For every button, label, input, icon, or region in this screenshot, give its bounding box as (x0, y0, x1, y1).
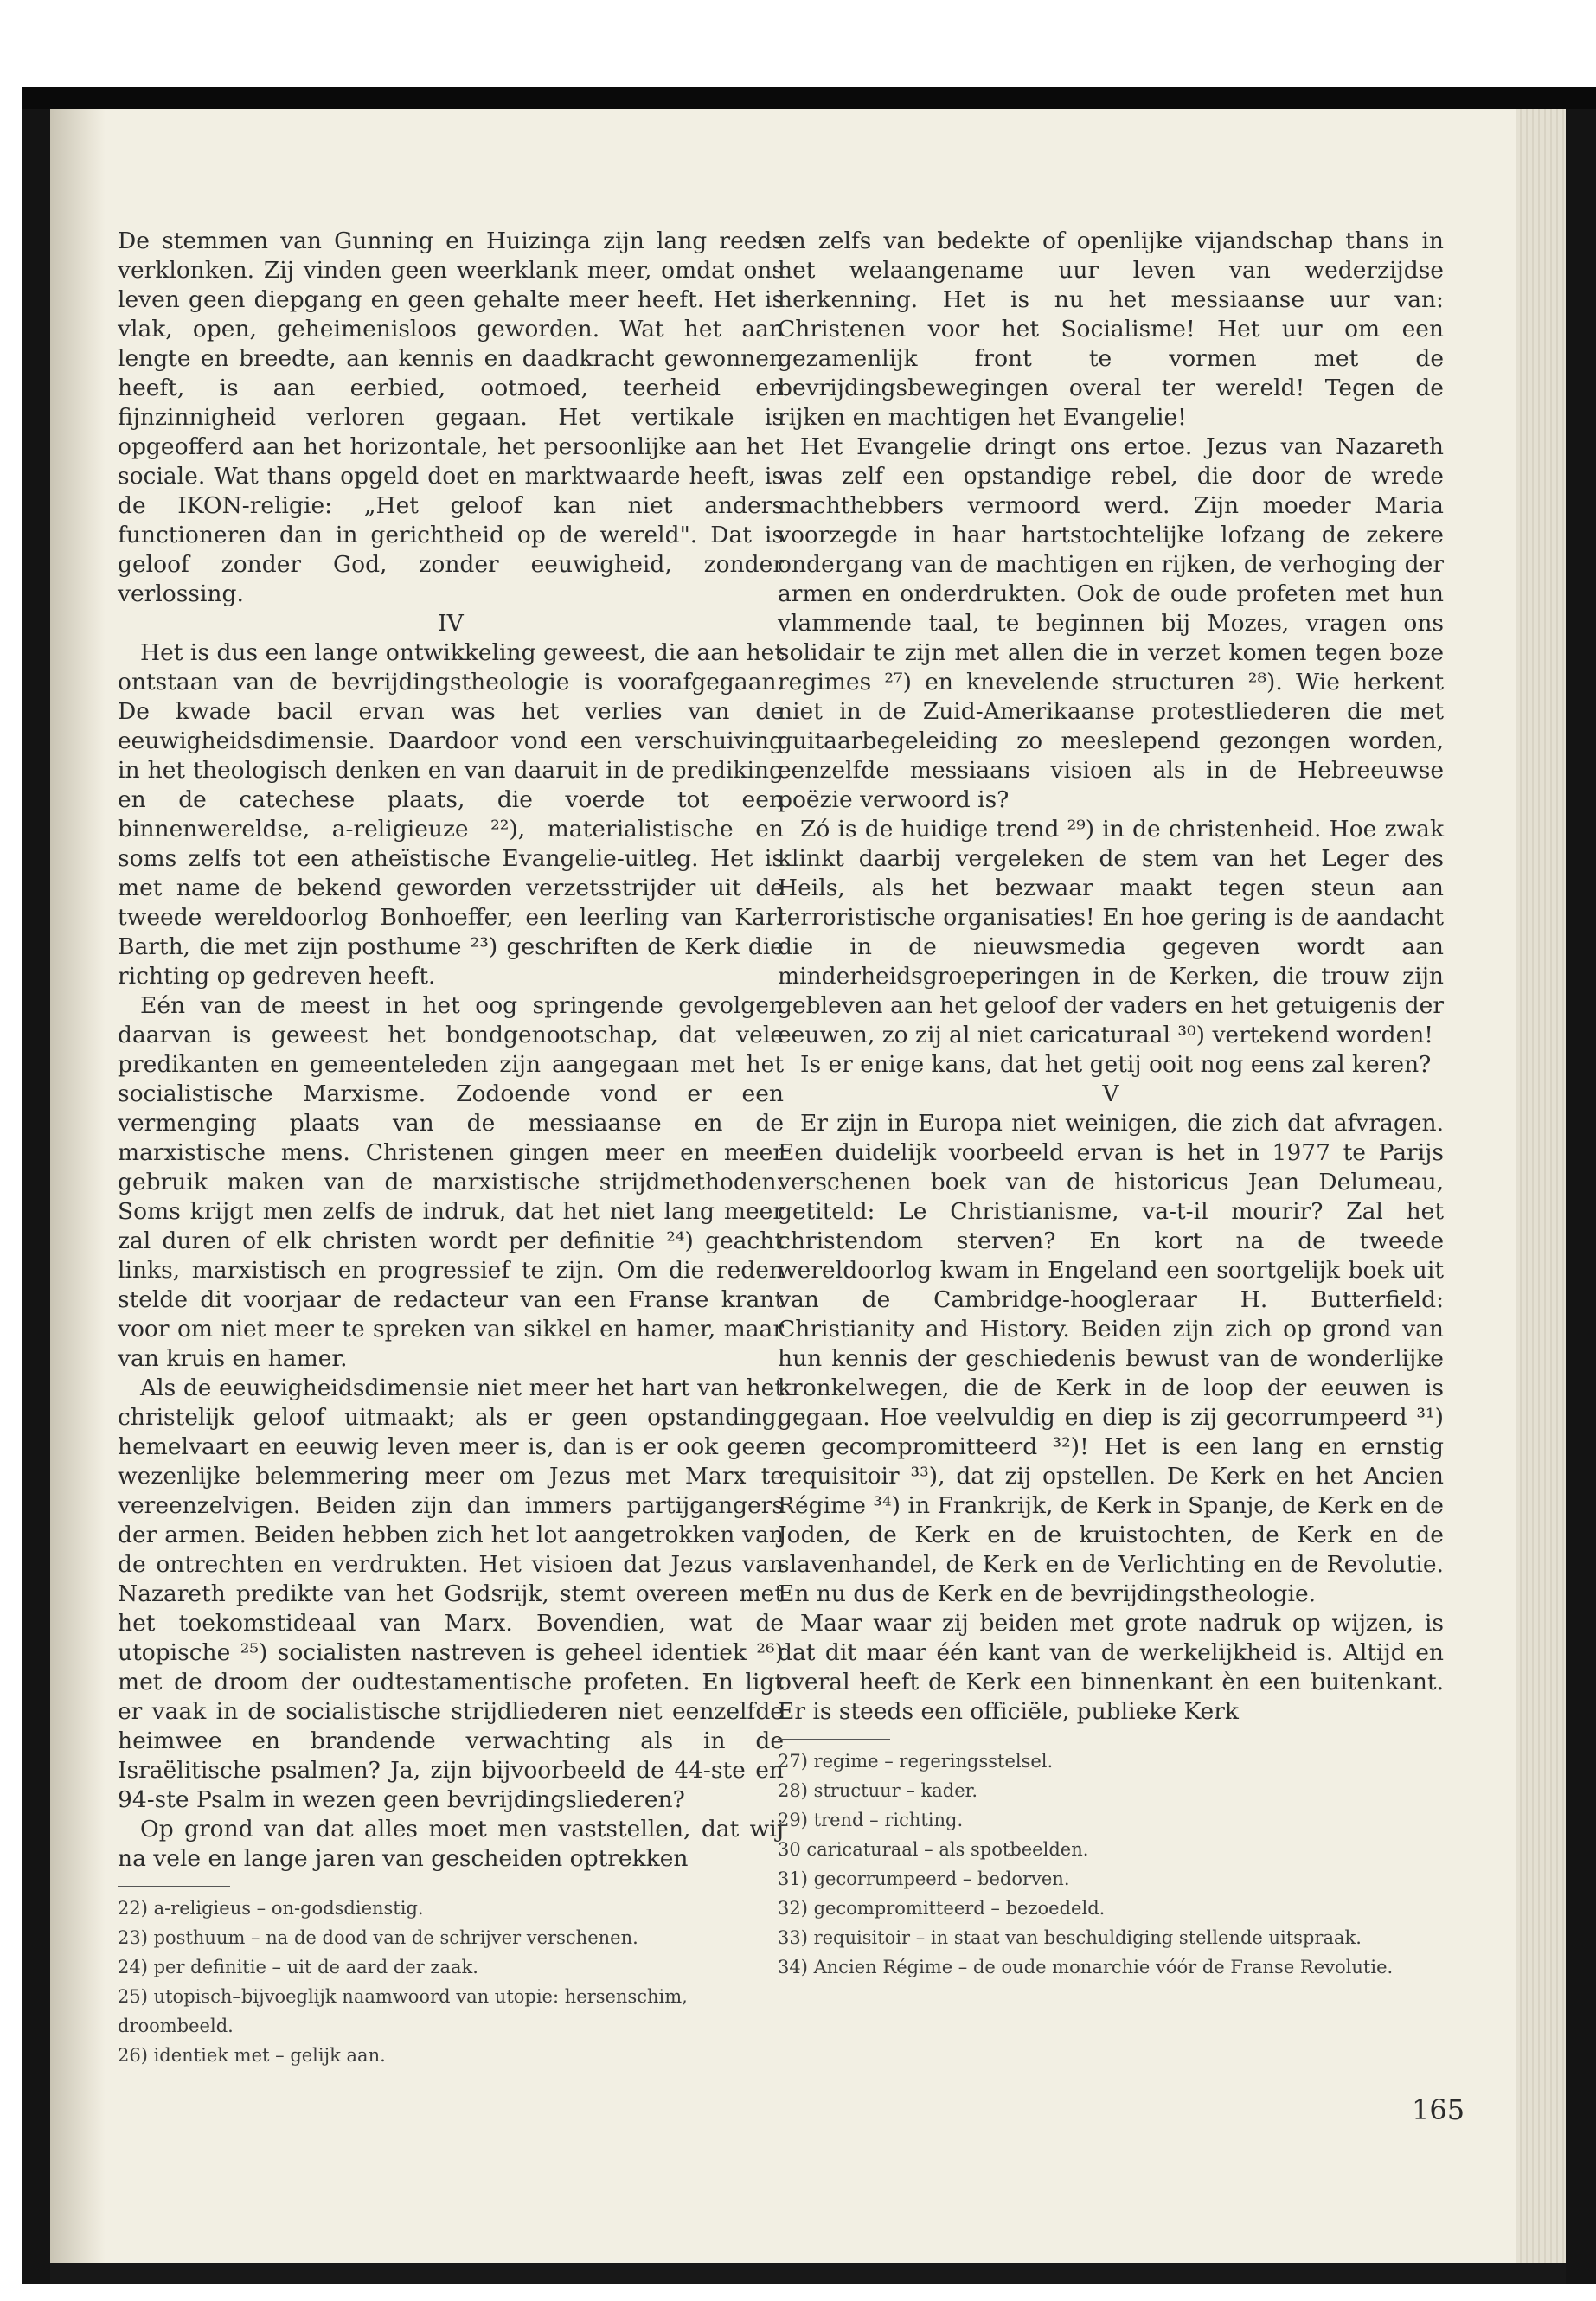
body-paragraph: Het is dus een lange ontwikkeling geweest, die aan het ontstaan van de bevrijdingstheologie is voorafgegaan. De kwade bacil ervan was het verlies van de eeuwigheidsdimensie. Daardoor vond een verschuiving in het theologisch denken en van daaruit in de prediking en de catechese plaats, die voerde tot een binnenwereldse, a-religieuze ²²), materialistische en soms zelfs tot een atheïstische Evangelie-uitleg. Het is met name de bekend geworden verzetsstrijder uit de tweede wereldoorlog Bonhoeffer, een leerling van Karl Barth, die met zijn posthume ²³) geschriften de Kerk die richting op gedreven heeft. (118, 639, 784, 990)
body-paragraph: Op grond van dat alles moet men vaststellen, dat wij na vele en lange jaren van gescheiden optrekken (118, 1816, 784, 1872)
page-gutter-shadow (50, 109, 106, 2263)
footnote-divider (778, 1739, 890, 1740)
body-paragraph: Er zijn in Europa niet weinigen, die zich dat afvragen. Een duidelijk voorbeeld ervan is het in 1977 te Parijs verschenen boek van de historicus Jean Delumeau, getiteld: Le Christianisme, va-t-il mourir? Zal het christendom sterven? En kort na de tweede wereldoorlog kwam in Engeland een soortgelijk boek uit van de Cambridge-hoogleraar H. Butterfield: Christianity and History. Beiden zijn zich op grond van hun kennis der geschiedenis bewust van de wonderlijke kronkelwegen, die de Kerk in de loop der eeuwen is gegaan. Hoe veelvuldig en diep is zij gecorrumpeerd ³¹) en gecompromitteerd ³²)! Het is een lang en ernstig requisitoir ³³), dat zij opstellen. De Kerk en het Ancien Régime ³⁴) in Frankrijk, de Kerk in Spanje, de Kerk en de Joden, de Kerk en de kruistochten, de Kerk en de slavenhandel, de Kerk en de Verlichting en de Revolutie. En nu dus de Kerk en de bevrijdingstheologie. (778, 1110, 1444, 1607)
footnote: 24) per definitie – uit de aard der zaak. (118, 1957, 478, 1977)
footnote: 34) Ancien Régime – de oude monarchie vóór de Franse Revolutie. (778, 1957, 1394, 1977)
footnote: 23) posthuum – na de dood van de schrijver verschenen. (118, 1927, 638, 1948)
footnote: 26) identiek met – gelijk aan. (118, 2045, 386, 2066)
footnote: 28) structuur – kader. (778, 1780, 978, 1801)
body-paragraph: Zó is de huidige trend ²⁹) in de christenheid. Hoe zwak klinkt daarbij vergeleken de stem van het Leger des Heils, als het bezwaar maakt tegen steun aan terroristische organisaties! En hoe gering is de aandacht die in de nieuwsmedia gegeven wordt aan minderheidsgroeperingen in de Kerken, die trouw zijn gebleven aan het geloof der vaders en het getuigenis der eeuwen, zo zij al niet caricaturaal ³⁰) vertekend worden! (778, 816, 1444, 1048)
scan-bottom-strip (50, 2263, 1566, 2284)
body-paragraph: Het Evangelie dringt ons ertoe. Jezus van Nazareth was zelf een opstandige rebel, die door de wrede machthebbers vermoord werd. Zijn moeder Maria voorzegde in haar hartstochtelijke lofzang de zekere ondergang van de machtigen en rijken, de verhoging der armen en onderdrukten. Ook de oude profeten met hun vlammende taal, te beginnen bij Mozes, vragen ons solidair te zijn met allen die in verzet komen tegen boze regimes ²⁷) en knevelende structuren ²⁸). Wie herkent niet in de Zuid-Amerikaanse protestliederen die met guitaarbegeleiding zo meeslepend gezongen worden, eenzelfde messiaans visioen als in de Hebreeuwse poëzie verwoord is? (778, 433, 1444, 813)
page-edge-stack (1516, 109, 1566, 2263)
section-heading: IV (438, 610, 464, 637)
footnote: 22) a-religieus – on-godsdienstig. (118, 1898, 424, 1919)
footnote: 27) regime – regeringsstelsel. (778, 1751, 1054, 1772)
footnote: 25) utopisch–bijvoeglijk naamwoord van utopie: hersenschim, droombeeld. (118, 1986, 688, 2036)
section-heading: V (1102, 1080, 1119, 1107)
body-paragraph: en zelfs van bedekte of openlijke vijandschap thans in het welaangename uur leven van wederzijdse herkenning. Het is nu het messiaanse uur van: Christenen voor het Socialisme! Het uur om een gezamenlijk front te vormen met de bevrijdingsbewegingen overal ter wereld! Tegen de rijken en machtigen het Evangelie! (778, 228, 1444, 431)
page-number: 165 (1412, 2093, 1465, 2126)
footnote: 32) gecompromitteerd – bezoedeld. (778, 1898, 1106, 1919)
body-paragraph: Maar waar zij beiden met grote nadruk op wijzen, is dat dit maar één kant van de werkelijkheid is. Altijd en overal heeft de Kerk een binnenkant èn een buitenkant. Er is steeds een officiële, publieke Kerk (778, 1610, 1444, 1725)
body-paragraph: Eén van de meest in het oog springende gevolgen daarvan is geweest het bondgenootschap, dat vele predikanten en gemeenteleden zijn aangegaan met het socialistische Marxisme. Zodoende vond er een vermenging plaats van de messiaanse en de marxistische mens. Christenen gingen meer en meer gebruik maken van de marxistische strijdmethoden. Soms krijgt men zelfs de indruk, dat het niet lang meer zal duren of elk christen wordt per definitie ²⁴) geacht links, marxistisch en progressief te zijn. Om die reden stelde dit voorjaar de redacteur van een Franse krant voor om niet meer te spreken van sikkel en hamer, maar van kruis en hamer. (118, 992, 784, 1372)
body-paragraph: Als de eeuwigheidsdimensie niet meer het hart van het christelijk geloof uitmaakt; als er geen opstanding, hemelvaart en eeuwig leven meer is, dan is er ook geen wezenlijke belemmering meer om Jezus met Marx te vereenzelvigen. Beiden zijn dan immers partijgangers der armen. Beiden hebben zich het lot aangetrokken van de ontrechten en verdrukten. Het visioen dat Jezus van Nazareth predikte van het Godsrijk, stemt overeen met het toekomstideaal van Marx. Bovendien, wat de utopische ²⁵) socialisten nastreven is geheel identiek ²⁶) met de droom der oudtestamentische profeten. En ligt er vaak in de socialistische strijdliederen niet eenzelfde heimwee en brandende verwachting als in de Israëlitische psalmen? Ja, zijn bijvoorbeeld de 44-ste en 94-ste Psalm in wezen geen bevrijdingsliederen? (118, 1375, 784, 1813)
left-column (118, 227, 784, 2070)
footnote: 29) trend – richting. (778, 1810, 964, 1830)
scan-top-strip (22, 87, 1596, 109)
right-column (778, 227, 1444, 1982)
footnote: 33) requisitoir – in staat van beschuldiging stellende uitspraak. (778, 1927, 1362, 1948)
footnote-divider (118, 1886, 230, 1887)
footnote: 31) gecorrumpeerd – bedorven. (778, 1868, 1070, 1889)
footnote: 30 caricaturaal – als spotbeelden. (778, 1839, 1089, 1860)
body-paragraph: Is er enige kans, dat het getij ooit nog eens zal keren? (800, 1051, 1432, 1078)
body-paragraph: De stemmen van Gunning en Huizinga zijn lang reeds verklonken. Zij vinden geen weerklank meer, omdat ons leven geen diepgang en geen gehalte meer heeft. Het is vlak, open, geheimenisloos geworden. Wat het aan lengte en breedte, aan kennis en daadkracht gewonnen heeft, is aan eerbied, ootmoed, teerheid en fijnzinnigheid verloren gegaan. Het vertikale is opgeofferd aan het horizontale, het persoonlijke aan het sociale. Wat thans opgeld doet en marktwaarde heeft, is de IKON-religie: „Het geloof kan niet anders functioneren dan in gerichtheid op de wereld". Dat is geloof zonder God, zonder eeuwigheid, zonder verlossing. (118, 228, 784, 607)
